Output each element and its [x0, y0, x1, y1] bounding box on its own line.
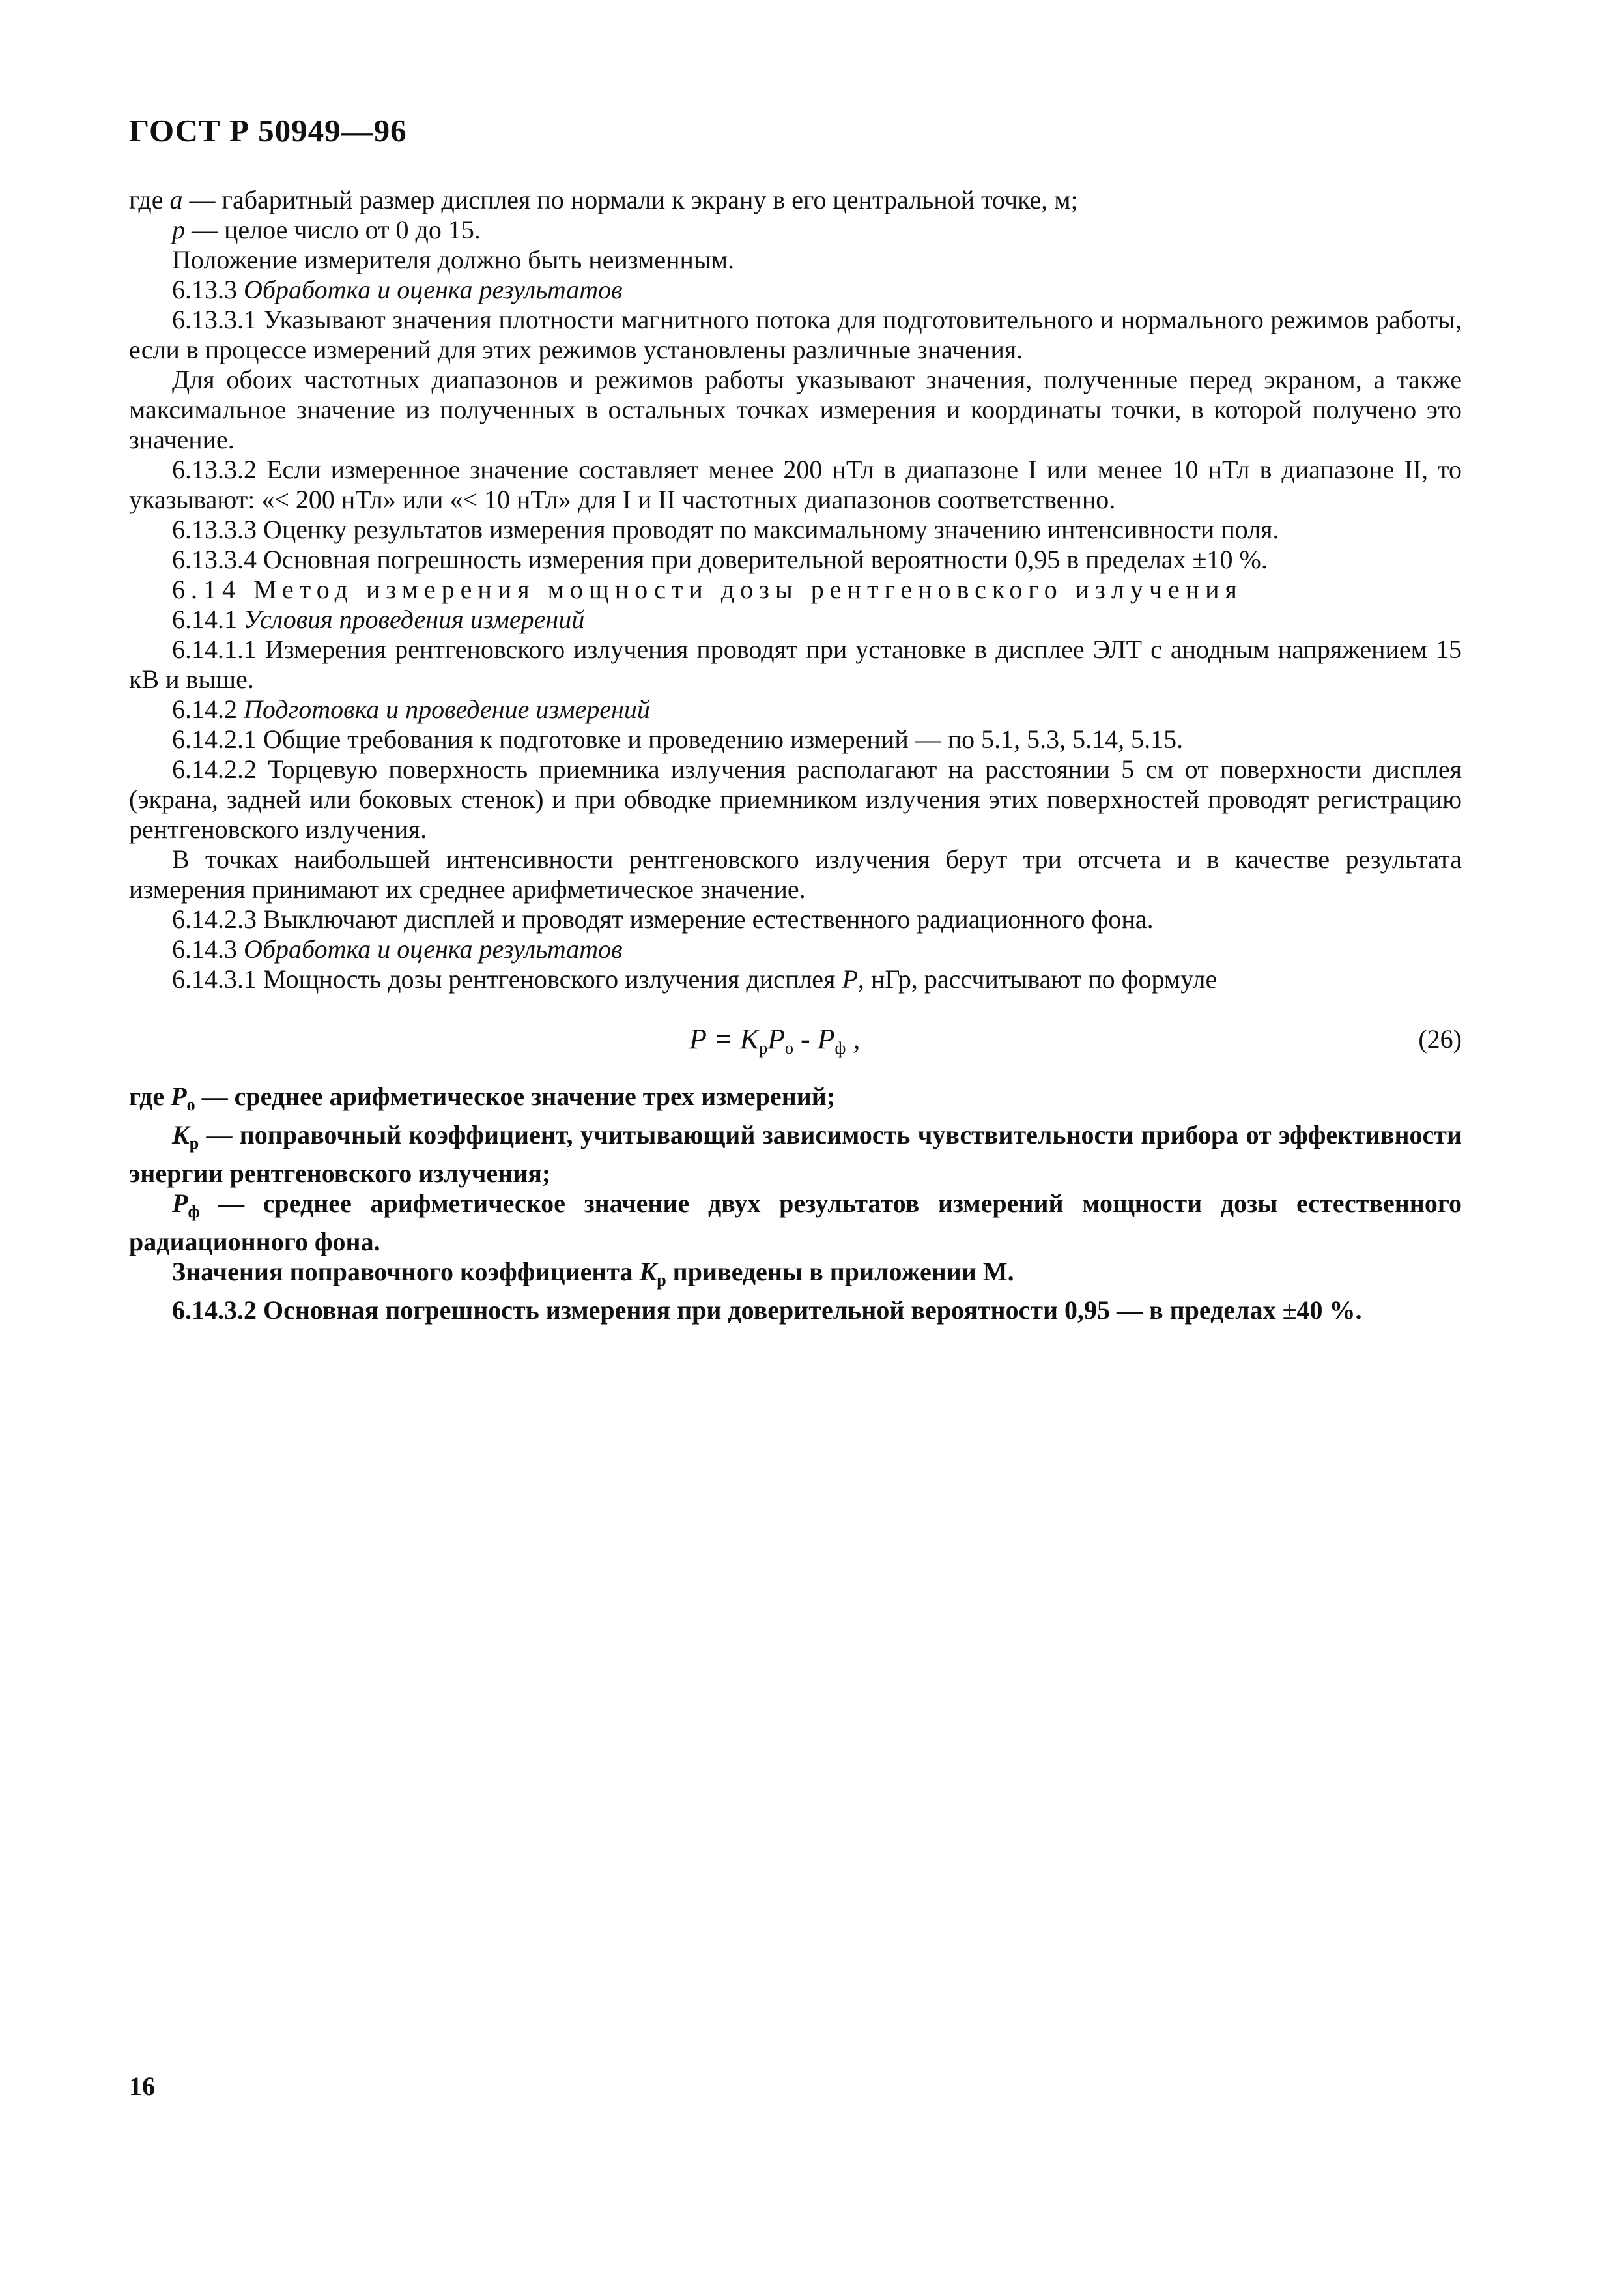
variable-p: p — [172, 215, 185, 244]
section-6-14-1-heading — [129, 605, 1462, 635]
where-a-line — [129, 185, 1462, 215]
section-number: 6.14.2 — [172, 695, 244, 724]
formula-part: , — [846, 1023, 861, 1055]
paragraph-6-14-3-2: 6.14.3.2 Основная погрешность измерения при доверительной вероятности 0,95 — в пределах ±40 %. — [172, 1295, 1362, 1325]
paragraph-6-14-2-2: 6.14.2.2 Торцевую поверхность приемника излучения располагают на расстоянии 5 см от поверхности дисплея (экрана, задней или боковых стенок) и при обводке приемником излучения этих поверхностей проводят регистрацию рентгеновского излучения. — [129, 755, 1462, 844]
text-span: приведены в приложении М. — [666, 1257, 1014, 1286]
formula-expression — [689, 1024, 860, 1063]
paragraph-6-13-3-4: 6.13.3.4 Основная погрешность измерения при доверительной вероятности 0,95 в пределах ±10 %. — [172, 545, 1268, 574]
document-header: ГОСТ Р 50949—96 — [129, 113, 407, 149]
paragraph-6-14-2-3: 6.14.2.3 Выключают дисплей и проводят измерение естественного радиационного фона. — [172, 904, 1154, 934]
subscript: о — [186, 1095, 195, 1114]
where-p-line — [129, 215, 1462, 245]
variable-P: P — [842, 964, 858, 994]
formula-number: (26) — [1418, 1024, 1462, 1054]
formula-part: - P — [793, 1023, 835, 1055]
section-title: Обработка и оценка результатов — [244, 275, 623, 304]
paragraph-points: В точках наибольшей интенсивности рентгеновского излучения берут три отсчета и в качестве результата измерения принимают их среднее арифметическое значение. — [129, 844, 1462, 904]
formula-part: P — [767, 1023, 786, 1055]
coefficient-values-line — [129, 1257, 1462, 1295]
where-kp-line — [129, 1120, 1462, 1189]
variable-P: P — [172, 1189, 188, 1218]
paragraph-6-14-3-1 — [129, 964, 1462, 994]
section-title: Подготовка и проведение измерений — [244, 695, 650, 724]
section-title: Обработка и оценка результатов — [244, 934, 623, 964]
section-number: 6.14.3 — [172, 934, 244, 964]
section-title: Условия проведения измерений — [244, 605, 585, 634]
subscript: ф — [188, 1202, 200, 1221]
section-6-14-heading: 6.14 Метод измерения мощности дозы рентгеновского излучения — [172, 575, 1243, 604]
text-span: — габаритный размер дисплея по нормали к экрану в его центральной точке, м; — [182, 185, 1078, 214]
where-po-line — [129, 1082, 1462, 1120]
subscript: р — [657, 1271, 666, 1290]
body-text — [129, 185, 1462, 1325]
variable-K: K — [172, 1120, 190, 1149]
formula-part: P = K — [689, 1023, 760, 1055]
text-span: где — [129, 1082, 171, 1111]
variable-K: K — [639, 1257, 657, 1286]
variable-P: P — [171, 1082, 187, 1111]
formula-subscript: р — [759, 1039, 768, 1058]
text-span: — поправочный коэффициент, учитывающий зависимость чувствительности прибора от эффективности энергии рентгеновского излучения; — [129, 1120, 1462, 1188]
section-number: 6.13.3 — [172, 275, 244, 304]
text-span: — целое число от 0 до 15. — [185, 215, 481, 244]
formula-subscript: ф — [834, 1039, 846, 1058]
text-span: — среднее арифметическое значение двух результатов измерений мощности дозы естественного радиационного фона. — [129, 1189, 1462, 1256]
formula-26 — [129, 1013, 1462, 1073]
text-span: , нГр, рассчитывают по формуле — [857, 964, 1218, 994]
variable-a: a — [169, 185, 183, 214]
paragraph-6-14-1-1: 6.14.1.1 Измерения рентгеновского излучения проводят при установке в дисплее ЭЛТ с анодным напряжением 15 кВ и выше. — [129, 635, 1462, 694]
section-6-13-3-heading — [129, 275, 1462, 305]
paragraph-6-14-2-1: 6.14.2.1 Общие требования к подготовке и проведению измерений — по 5.1, 5.3, 5.14, 5.15. — [172, 725, 1184, 754]
section-6-14-3-heading — [129, 934, 1462, 964]
paragraph-both-ranges: Для обоих частотных диапазонов и режимов работы указывают значения, полученные перед экраном, а также максимальное значение из полученных в остальных точках измерения и координаты точки, в которой получено это значение. — [129, 365, 1462, 454]
text-span: Значения поправочного коэффициента — [172, 1257, 640, 1286]
section-6-14-2-heading — [129, 695, 1462, 725]
subscript: р — [189, 1134, 199, 1153]
page-number: 16 — [129, 2071, 155, 2101]
where-pf-line — [129, 1189, 1462, 1257]
paragraph-6-13-3-2: 6.13.3.2 Если измеренное значение составляет менее 200 нТл в диапазоне I или менее 10 нТл в диапазоне II, то указывают: «< 200 нТл» или «< 10 нТл» для I и II частотных диапазонов соответственно. — [129, 455, 1462, 514]
paragraph-6-13-3-1: 6.13.3.1 Указывают значения плотности магнитного потока для подготовительного и нормального режимов работы, если в процессе измерений для этих режимов установлены различные значения. — [129, 305, 1462, 364]
section-number: 6.14.1 — [172, 605, 244, 634]
text-span: 6.14.3.1 Мощность дозы рентгеновского излучения дисплея — [172, 964, 842, 994]
text-span: где — [129, 185, 170, 214]
paragraph-6-13-3-3: 6.13.3.3 Оценку результатов измерения проводят по максимальному значению интенсивности поля. — [172, 515, 1279, 544]
formula-subscript: о — [785, 1039, 794, 1058]
meter-position-line: Положение измерителя должно быть неизменным. — [172, 245, 735, 274]
text-span: — среднее арифметическое значение трех измерений; — [195, 1082, 836, 1111]
